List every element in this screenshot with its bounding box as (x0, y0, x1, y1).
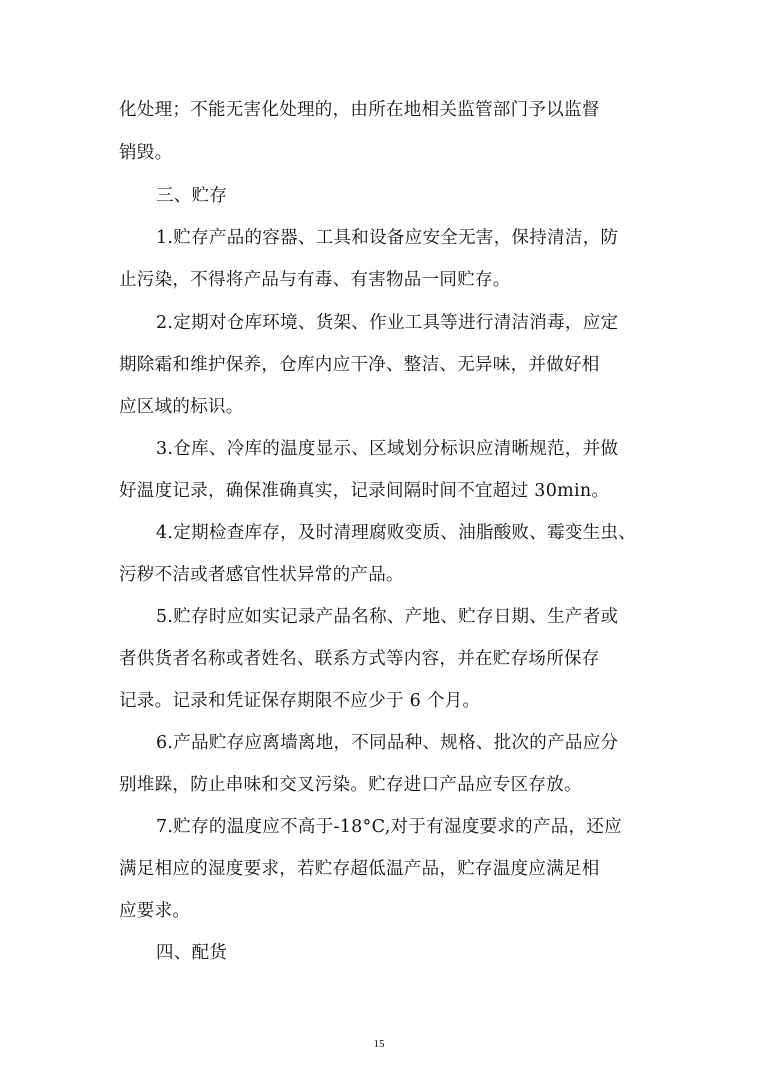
text-line: 2.定期对仓库环境、货架、作业工具等进行清洁消毒，应定 (156, 313, 619, 333)
text-line: 6.产品贮存应离墙离地，不同品种、规格、批次的产品应分 (156, 733, 619, 753)
section-heading-storage: 三、贮存 (156, 186, 228, 206)
text-line: 1.贮存产品的容器、工具和设备应安全无害，保持清洁，防 (156, 228, 619, 248)
text-line: 止污染，不得将产品与有毒、有害物品一同贮存。 (119, 270, 511, 290)
text-line: 记录。记录和凭证保存期限不应少于 6 个月。 (119, 691, 481, 711)
text-line: 7.贮存的温度应不高于-18°C,对于有湿度要求的产品，还应 (156, 817, 622, 837)
text-line: 4.定期检查库存，及时清理腐败变质、油脂酸败、霉变生虫、 (156, 523, 637, 543)
text-line: 者供货者名称或者姓名、联系方式等内容，并在贮存场所保存 (119, 649, 600, 669)
text-line: 应区域的标识。 (119, 397, 244, 417)
text-line: 别堆跺，防止串味和交叉污染。贮存进口产品应专区存放。 (119, 775, 582, 795)
text-line: 满足相应的湿度要求，若贮存超低温产品，贮存温度应满足相 (119, 859, 600, 879)
text-line: 销毁。 (119, 143, 173, 163)
text-line: 5.贮存时应如实记录产品名称、产地、贮存日期、生产者或 (156, 607, 619, 627)
text-line: 期除霜和维护保养，仓库内应干净、整洁、无异味，并做好相 (119, 355, 600, 375)
text-line: 应要求。 (119, 901, 191, 921)
text-line: 3.仓库、冷库的温度显示、区域划分标识应清晰规范，并做 (156, 439, 619, 459)
text-line: 化处理；不能无害化处理的，由所在地相关监管部门予以监督 (119, 100, 600, 120)
section-heading-distribution: 四、配货 (156, 943, 228, 963)
page-number: 15 (373, 1038, 385, 1050)
text-line: 好温度记录，确保准确真实，记录间隔时间不宜超过 30min。 (119, 481, 610, 501)
text-line: 污秽不洁或者感官性状异常的产品。 (119, 565, 404, 585)
